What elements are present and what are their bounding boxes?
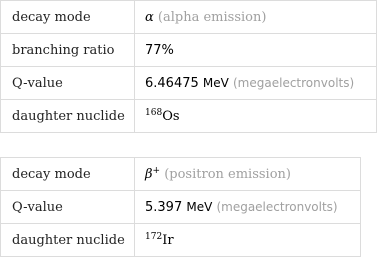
daughter-nuclide-value <box>135 224 361 257</box>
q-value-label: Q-value <box>1 67 135 100</box>
q-value-value <box>135 191 361 224</box>
q-value-label: Q-value <box>1 191 135 224</box>
branching-ratio-value: 77% <box>135 34 377 67</box>
decay-table-positron <box>0 157 361 257</box>
q-value-number: 6.46475 <box>145 75 199 91</box>
daughter-nuclide-label: daughter nuclide <box>1 100 135 133</box>
q-value-value <box>135 67 377 100</box>
table-row <box>1 67 377 100</box>
decay-mode-note: (positron emission) <box>164 166 291 182</box>
daughter-nuclide-label: daughter nuclide <box>1 224 135 257</box>
q-value-number: 5.397 <box>145 199 183 215</box>
mass-number: 172 <box>145 231 163 242</box>
table-row <box>1 1 377 34</box>
beta-superscript: + <box>152 165 161 176</box>
decay-mode-note: (alpha emission) <box>157 9 267 25</box>
table-row <box>1 191 361 224</box>
q-value-unit-name: (megaelectronvolts) <box>233 75 355 90</box>
element-symbol: Ir <box>162 232 174 248</box>
decay-mode-value <box>135 1 377 34</box>
element-symbol: Os <box>162 108 180 124</box>
decay-mode-value <box>135 158 361 191</box>
table-row <box>1 158 361 191</box>
table-row <box>1 34 377 67</box>
table-row <box>1 100 377 133</box>
q-value-unit: MeV <box>186 199 213 214</box>
daughter-nuclide-value <box>135 100 377 133</box>
decay-mode-label: decay mode <box>1 158 135 191</box>
mass-number: 168 <box>145 107 163 118</box>
beta-symbol: β <box>145 166 153 182</box>
q-value-unit-name: (megaelectronvolts) <box>216 199 338 214</box>
table-row <box>1 224 361 257</box>
alpha-symbol: α <box>145 9 154 25</box>
branching-ratio-label: branching ratio <box>1 34 135 67</box>
q-value-unit: MeV <box>202 75 229 90</box>
decay-mode-label: decay mode <box>1 1 135 34</box>
